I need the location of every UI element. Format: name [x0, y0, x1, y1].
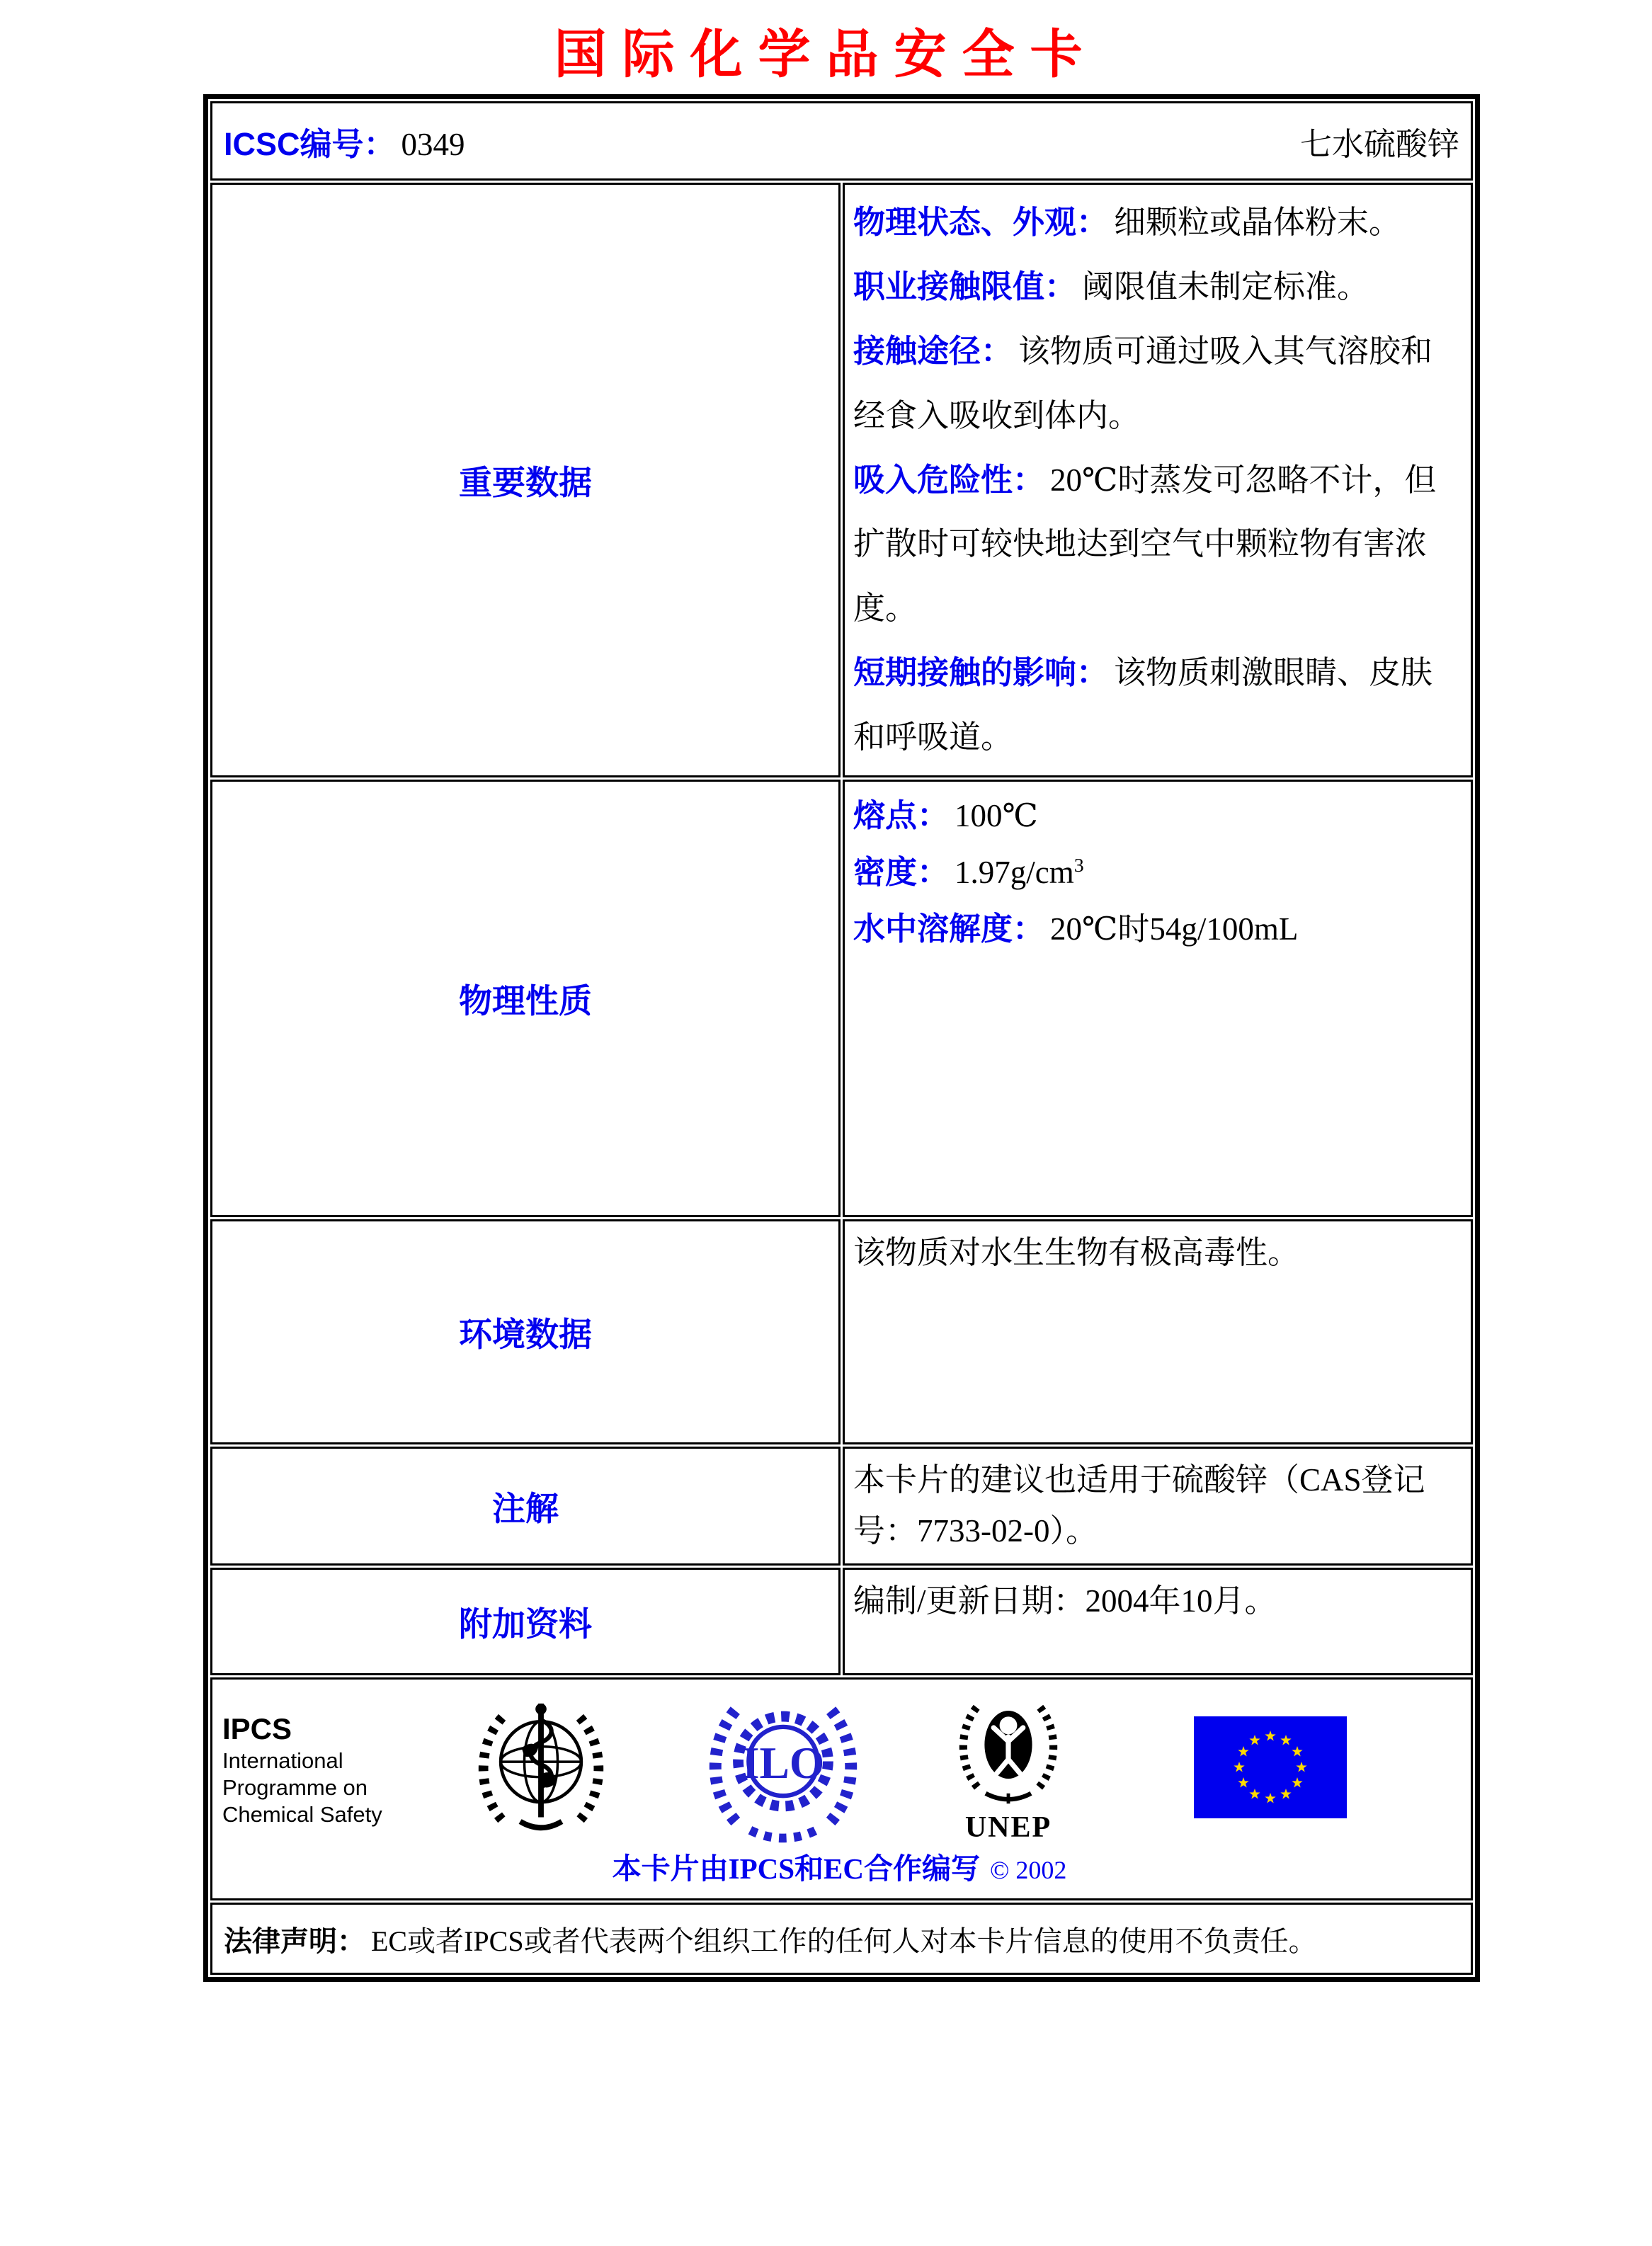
density-value: 1.97g/cm	[955, 855, 1074, 891]
cooperation-caption	[222, 1849, 1457, 1894]
melting-point-line	[853, 787, 1457, 844]
additional-info-row	[210, 1568, 1473, 1675]
water-solubility-key: 水中溶解度：	[853, 911, 1045, 947]
ipcs-line-2: Programme on	[222, 1774, 368, 1800]
notes-row	[210, 1447, 1473, 1566]
unep-label: UNEP	[964, 1811, 1052, 1845]
icsc-card-table	[203, 94, 1480, 1982]
ipcs-text-block	[222, 1711, 456, 1828]
physical-state-value: 细颗粒或晶体粉末。	[1114, 205, 1401, 240]
unep-logo-icon	[952, 1694, 1065, 1816]
water-solubility-value: 20℃时54g/100mL	[1050, 911, 1299, 947]
logos-row	[210, 1677, 1473, 1900]
section-label-physical-properties: 物理性质	[210, 780, 841, 1217]
melting-point-value: 100℃	[955, 798, 1038, 834]
section-label-important-data: 重要数据	[210, 183, 841, 777]
legal-notice-label: 法律声明：	[224, 1925, 365, 1957]
ipcs-line-3: Chemical Safety	[222, 1801, 382, 1827]
legal-notice-text: EC或者IPCS或者代表两个组织工作的任何人对本卡片信息的使用不负责任。	[371, 1925, 1317, 1957]
exposure-routes-value: 该物质可通过吸入其气溶胶和经食入吸收到体内。	[853, 333, 1433, 433]
section-label-additional-info: 附加资料	[210, 1568, 841, 1675]
density-superscript: 3	[1073, 855, 1084, 877]
physical-properties-content	[843, 780, 1473, 1217]
additional-info-content	[843, 1568, 1473, 1675]
inhalation-risk-line	[853, 448, 1457, 642]
short-term-effects-line	[853, 641, 1457, 770]
notes-content	[843, 1447, 1473, 1566]
ipcs-line-1: International	[222, 1748, 343, 1774]
ipcs-acronym: IPCS	[222, 1711, 292, 1745]
who-logo-icon	[472, 1692, 610, 1846]
short-term-effects-value: 该物质刺激眼睛、皮肤和呼吸道。	[853, 655, 1433, 756]
occupational-limit-value: 阈限值未制定标准。	[1082, 268, 1369, 304]
ilo-logo-icon	[708, 1689, 858, 1849]
icsc-number-value: 0349	[401, 126, 465, 162]
important-data-row	[210, 183, 1473, 777]
header-row	[210, 101, 1473, 181]
physical-state-line	[853, 190, 1457, 255]
exposure-routes-key: 接触途径：	[853, 332, 1013, 369]
inhalation-risk-value: 20℃时蒸发可忽略不计，但扩散时可较快地达到空气中颗粒物有害浓度。	[853, 462, 1437, 627]
additional-info-text: 编制/更新日期：2004年10月。	[853, 1583, 1277, 1619]
page-title: 国际化学品安全卡	[554, 24, 1098, 85]
eu-flag-icon	[1194, 1716, 1347, 1822]
environmental-data-content	[843, 1219, 1473, 1444]
icsc-number-label: ICSC编号：	[224, 125, 396, 162]
environmental-data-row	[210, 1219, 1473, 1444]
occupational-limit-line	[853, 255, 1457, 319]
legal-notice-row	[210, 1903, 1473, 1975]
occupational-limit-key: 职业接触限值：	[853, 268, 1077, 304]
physical-properties-row	[210, 780, 1473, 1217]
header-cell	[210, 101, 1473, 181]
cooperation-caption-text: 本卡片由IPCS和EC合作编写	[612, 1852, 980, 1886]
important-data-content	[843, 183, 1473, 777]
short-term-effects-key: 短期接触的影响：	[853, 654, 1109, 691]
logos-cell	[210, 1677, 1473, 1900]
legal-notice-cell	[210, 1903, 1473, 1975]
exposure-routes-line	[853, 319, 1457, 448]
environmental-data-text: 该物质对水生生物有极高毒性。	[853, 1235, 1300, 1271]
physical-state-key: 物理状态、外观：	[853, 204, 1109, 240]
section-label-environmental-data: 环境数据	[210, 1219, 841, 1444]
unep-block	[952, 1694, 1065, 1845]
icsc-number-group	[224, 118, 465, 164]
melting-point-key: 熔点：	[853, 797, 950, 834]
water-solubility-line	[853, 901, 1457, 957]
substance-name: 七水硫酸锌	[1299, 126, 1459, 162]
svg-text:ILO: ILO	[741, 1737, 825, 1788]
density-line	[853, 844, 1457, 901]
inhalation-risk-key: 吸入危险性：	[853, 461, 1045, 498]
copyright-text: © 2002	[990, 1856, 1067, 1885]
section-label-notes: 注解	[210, 1447, 841, 1566]
density-key: 密度：	[853, 854, 950, 891]
notes-text: 本卡片的建议也适用于硫酸锌（CAS登记号：7733-02-0）。	[853, 1462, 1425, 1549]
